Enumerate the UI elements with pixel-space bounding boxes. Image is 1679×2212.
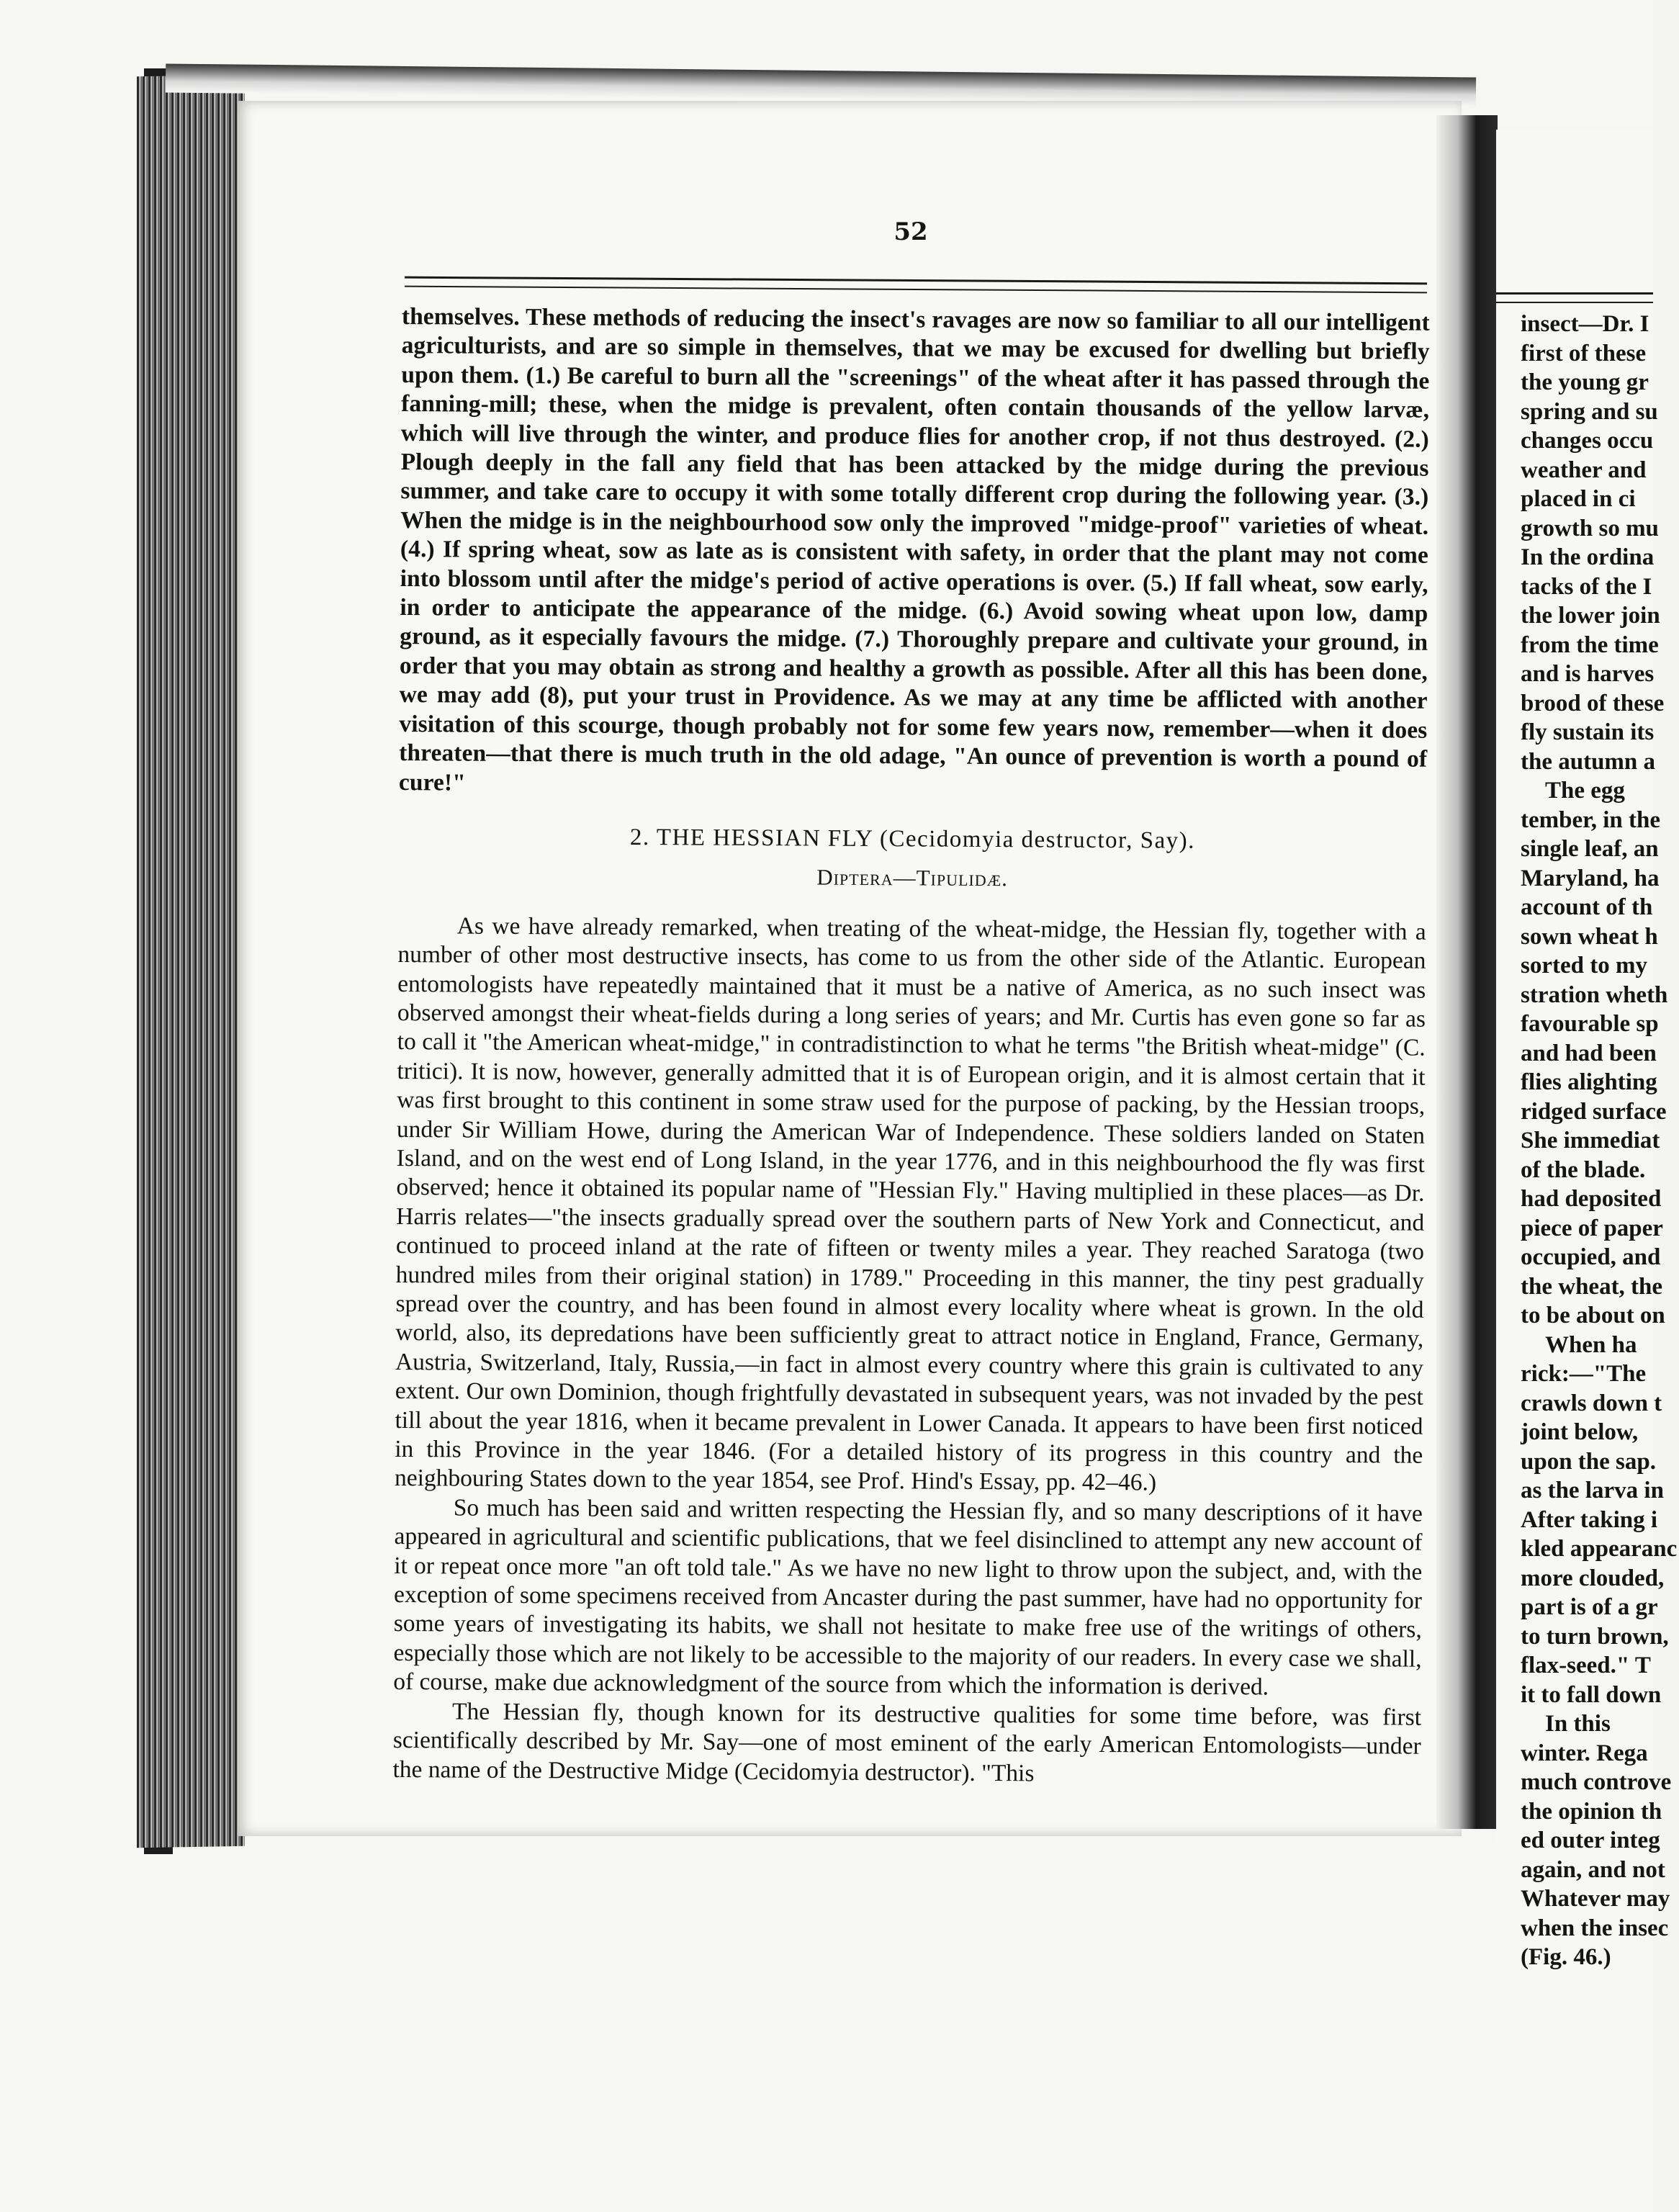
facing-page-line: changes occu [1521, 428, 1654, 454]
facing-page-line: when the insec [1521, 1915, 1669, 1941]
page-stack-edges [137, 75, 245, 1848]
facing-page-line: from the time [1521, 631, 1659, 658]
facing-page-line: and had been [1521, 1040, 1657, 1066]
facing-page-line: ed outer integ [1521, 1827, 1660, 1853]
facing-page-line: weather and [1521, 457, 1647, 483]
book-gutter-shadow [1436, 115, 1498, 1829]
facing-page-line: to be about on [1521, 1303, 1665, 1328]
facing-page-line: account of th [1521, 894, 1653, 920]
facing-page [1496, 130, 1678, 1970]
facing-page-line: fly sustain its [1521, 719, 1655, 745]
facing-page-line: more clouded, [1521, 1565, 1665, 1591]
facing-page-line: rick:—"The [1521, 1361, 1647, 1387]
facing-page-line: brood of these [1521, 690, 1665, 716]
facing-page-line: of the blade. [1521, 1156, 1646, 1183]
facing-page-line: winter. Rega [1521, 1740, 1648, 1766]
facing-page-line: occupied, and [1521, 1244, 1661, 1270]
facing-page-line: kled appearanc [1521, 1536, 1678, 1562]
facing-page-line: stration wheth [1521, 981, 1668, 1008]
facing-page-line: growth so mu [1521, 515, 1659, 541]
paragraph-descriptions: So much has been said and written respecting the Hessian fly, and so many descriptions of it have appeared in agricultural and scientific publications, that we feel disinclined to attempt any new account of it or repeat once more "an oft told tale." As we have no new light to throw upon the subject, and, with the exception of some specimens received from Ancaster during the past summer, have had no opportunity for some years of investigating its habits, we shall not hesitate to make free use of the writings of others, especially those which are not likely to be accessible to the majority of our readers. In every case we shall, of course, make due acknowledgment of the source from which the information is derived. [393, 1494, 1423, 1701]
page-top-shadow [166, 63, 1476, 106]
section-subheading: Diptera—Tipulidæ. [816, 864, 1009, 891]
facing-page-line: the lower join [1521, 603, 1660, 629]
facing-page-line: joint below, [1521, 1419, 1639, 1445]
facing-page-line: the wheat, the [1521, 1273, 1663, 1300]
facing-page-line: insect—Dr. I [1521, 311, 1649, 337]
facing-page-line: the autumn a [1521, 748, 1656, 775]
facing-page-line: and is harves [1521, 661, 1655, 687]
facing-page-line: The egg [1545, 778, 1625, 804]
facing-page-line: flax-seed." T [1521, 1653, 1651, 1678]
facing-page-line: In this [1545, 1711, 1611, 1737]
facing-page-line: it to fall down [1521, 1681, 1662, 1708]
facing-page-rule [1496, 292, 1653, 303]
facing-page-line: sown wheat h [1521, 923, 1658, 950]
facing-page-line: tacks of the I [1521, 573, 1652, 600]
facing-page-line: She immediat [1521, 1128, 1660, 1154]
facing-page-line: Whatever may [1521, 1886, 1670, 1912]
facing-page-line: placed in ci [1521, 486, 1636, 512]
paragraph-say-description: The Hessian fly, though known for its destructive qualities for some time before, was first scientifically described by Mr. Say—one of most eminent of the early American Entomologists—under the name of the Destructive Midge (Cecidomyia destructor). "This [392, 1698, 1422, 1786]
facing-page-line: again, and not [1521, 1856, 1665, 1883]
paragraph-hessian-origin: As we have already remarked, when treating of the wheat-midge, the Hessian fly, together with a number of other most destructive insects, has come to us from the other side of the Atlantic. European entomologists have repeatedly maintained that it must be a native of America, as no such insect was observed amongst their wheat-fields during a long series of years; and Mr. Curtis has even gone so far as to call it "the American wheat-midge," in contradistinction to what he terms "the British wheat-midge" (C. tritici). It is now, however, generally admitted that it is of European origin, and it is almost certain that it was first brought to this continent in some straw used for the purpose of packing, by the Hessian troops, under Sir William Howe, during the American War of Independence. These soldiers landed on Staten Island, and on the west end of Long Island, in the year 1776, and in this neighbourhood the fly was first observed; hence it obtained its popular name of "Hessian Fly." Having multiplied in these places—as Dr. Harris relates—"the insects gradually spread over the southern parts of New York and Connecticut, and continued to proceed inland at the rate of fifteen or twenty miles a year. They reached Saratoga (two hundred miles from their original station) in 1789." Proceeding in this manner, the tiny pest gradually spread over the country, and has been found in almost every locality where wheat is grown. In the old world, also, its depredations have been sufficiently great to attract notice in England, France, Germany, Austria, Switzerland, Italy, Russia,—in fact in almost every country where this grain is cultivated to any extent. Our own Dominion, though frightfully devastated in subsequent years, was not invaded by the pest till about the year 1816, when it became prevalent in Lower Canada. It appears to have been first noticed in this Province in the year 1846. (For a detailed history of its progress in this country and the neighbouring States down to the year 1854, see Prof. Hind's Essay, pp. 42–46.) [394, 912, 1426, 1496]
facing-page-line: as the larva in [1521, 1478, 1664, 1503]
facing-page-line: When ha [1545, 1331, 1637, 1358]
facing-page-line: flies alighting [1521, 1069, 1657, 1095]
facing-page-line: ridged surface [1521, 1098, 1667, 1125]
facing-page-line: the young gr [1521, 369, 1649, 395]
page-body [392, 302, 1430, 1791]
facing-page-text [1521, 310, 1679, 1972]
section-heading: 2. THE HESSIAN FLY (Cecidomyia destructor, Say). [629, 824, 1196, 854]
facing-page-line: part is of a gr [1521, 1594, 1658, 1620]
facing-page-line: first of these [1521, 340, 1647, 367]
facing-page-line: crawls down t [1521, 1390, 1662, 1416]
paragraph-continuation: themselves. These methods of reducing the insect's ravages are now so familiar to all our intelligent agriculturists, and are so simple in themselves, that we may be excused for dwelling but briefly upon them. (1.) Be careful to burn all the "screenings" of the wheat after it has passed through the fanning-mill; these, when the midge is prevalent, often contain thousands of the yellow larvæ, which will live through the winter, and produce flies for another crop, if not thus destroyed. (2.) Plough deeply in the fall any field that has been attacked by the midge during the previous summer, and take care to occupy it with some totally different crop during the following year. (3.) When the midge is in the neighbourhood sow only the improved "midge-proof" varieties of wheat. (4.) If spring wheat, sow as late as is consistent with safety, in order that the plant may not come into blossom until after the midge's period of active operations is over. (5.) If fall wheat, sow early, in order to anticipate the appearance of the midge. (6.) Avoid sowing wheat upon low, damp ground, as it especially favours the midge. (7.) Thoroughly prepare and cultivate your ground, in order that you may obtain as strong and healthy a growth as possible. After all this has been done, we may add (8), put your trust in Providence. As we may at any time be afflicted with another visitation of this scourge, though probably not for some few years now, remember—when it does threaten—that there is much truth in the old adage, "An ounce of prevention is worth a pound of cure!" [398, 302, 1430, 796]
facing-page-line: piece of paper [1521, 1215, 1663, 1241]
facing-page-line: much controve [1521, 1769, 1672, 1795]
facing-page-line: had deposited [1521, 1186, 1662, 1212]
facing-page-line: (Fig. 46.) [1521, 1944, 1611, 1970]
facing-page-line: tember, in the [1521, 806, 1661, 833]
facing-page-line: Maryland, ha [1521, 865, 1660, 891]
facing-page-line: single leaf, an [1521, 836, 1659, 862]
page-number: 52 [893, 217, 928, 246]
facing-page-line: sorted to my [1521, 953, 1647, 979]
facing-page-line: the opinion th [1521, 1798, 1662, 1825]
facing-page-line: After taking i [1521, 1506, 1658, 1533]
facing-page-line: In the ordina [1521, 544, 1655, 570]
facing-page-line: spring and su [1521, 398, 1658, 425]
facing-page-line: to turn brown, [1521, 1623, 1669, 1650]
facing-page-line: upon the sap. [1521, 1448, 1656, 1475]
facing-page-line: favourable sp [1521, 1011, 1659, 1037]
